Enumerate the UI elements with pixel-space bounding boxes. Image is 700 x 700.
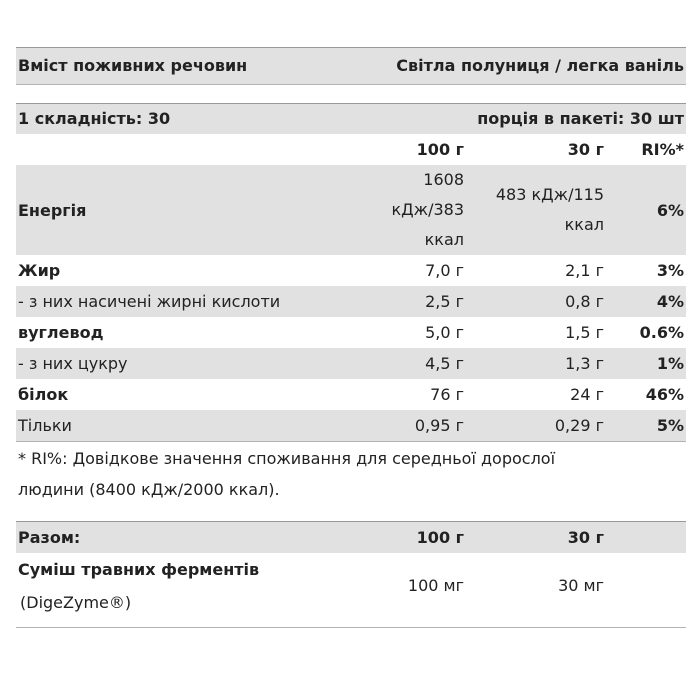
nutrient-30g: 1,5 г — [565, 323, 604, 342]
energy-ri: 6% — [656, 201, 684, 220]
energy-label: Енергія — [18, 201, 87, 220]
nutrient-ri: 5% — [656, 416, 684, 435]
header-divider — [16, 84, 686, 85]
header-right: Світла полуниця / легка ваніль — [396, 56, 684, 75]
energy-row — [16, 165, 686, 255]
energy-30g-line1: 483 кДж/115 — [495, 185, 604, 204]
nutrient-ri: 46% — [645, 385, 684, 404]
nutrient-30g: 0,29 г — [554, 416, 604, 435]
enzyme-sub-label: (DigeZyme®) — [20, 593, 132, 612]
nutrient-label: вуглевод — [18, 323, 104, 342]
nutrient-label: - з них насичені жирні кислоти — [18, 292, 281, 311]
ri-footnote-line2: людини (8400 кДж/2000 ккал). — [18, 480, 280, 499]
nutrient-ri: 1% — [656, 354, 684, 373]
column-30g: 30 г — [567, 140, 604, 159]
nutrient-label: білок — [18, 385, 69, 404]
nutrient-ri: 4% — [656, 292, 684, 311]
column-100g: 100 г — [416, 140, 464, 159]
nutrient-30g: 0,8 г — [565, 292, 604, 311]
nutrient-30g: 1,3 г — [565, 354, 604, 373]
table-row — [16, 348, 686, 379]
ri-footnote — [18, 443, 658, 505]
table-row — [16, 410, 686, 441]
enzyme-label: Суміш травних ферментів — [18, 560, 260, 579]
nutrient-100g: 5,0 г — [425, 323, 464, 342]
energy-30g-line2: ккал — [564, 215, 604, 234]
header-row — [16, 48, 686, 84]
serving-row — [16, 104, 686, 134]
header-left: Вміст поживних речовин — [18, 56, 248, 75]
enzyme-row — [16, 553, 686, 624]
nutrient-ri: 3% — [656, 261, 684, 280]
ri-footnote-line1: * RI%: Довідкове значення споживання для середньої дорослої — [18, 449, 556, 468]
table-row — [16, 255, 686, 286]
column-ri: RI%* — [641, 140, 684, 159]
nutrient-100g: 4,5 г — [425, 354, 464, 373]
nutrient-100g: 7,0 г — [425, 261, 464, 280]
enzyme-30g: 30 мг — [558, 576, 604, 595]
table-row — [16, 286, 686, 317]
enzyme-100g: 100 мг — [407, 576, 464, 595]
bottom-divider — [16, 627, 686, 628]
totals-label: Разом: — [18, 528, 81, 547]
nutrient-100g: 2,5 г — [425, 292, 464, 311]
nutrients-divider — [16, 441, 686, 442]
nutrient-label: - з них цукру — [18, 354, 128, 373]
energy-100g-line1: 1608 — [423, 170, 464, 189]
table-row — [16, 317, 686, 348]
nutrient-30g: 24 г — [570, 385, 604, 404]
energy-100g-line2: кДж/383 — [391, 200, 464, 219]
totals-30g: 30 г — [567, 528, 604, 547]
serving-right: порція в пакеті: 30 шт — [477, 109, 684, 128]
table-row — [16, 379, 686, 410]
nutrient-ri: 0.6% — [639, 323, 684, 342]
column-header-row — [16, 134, 686, 165]
nutrient-label: Жир — [18, 261, 61, 280]
serving-left: 1 складність: 30 — [18, 109, 171, 128]
nutrient-100g: 0,95 г — [414, 416, 464, 435]
nutrient-30g: 2,1 г — [565, 261, 604, 280]
energy-100g-line3: ккал — [424, 230, 464, 249]
nutrient-label: Тільки — [18, 416, 72, 435]
nutrient-100g: 76 г — [430, 385, 464, 404]
totals-100g: 100 г — [416, 528, 464, 547]
totals-header-row — [16, 522, 686, 553]
